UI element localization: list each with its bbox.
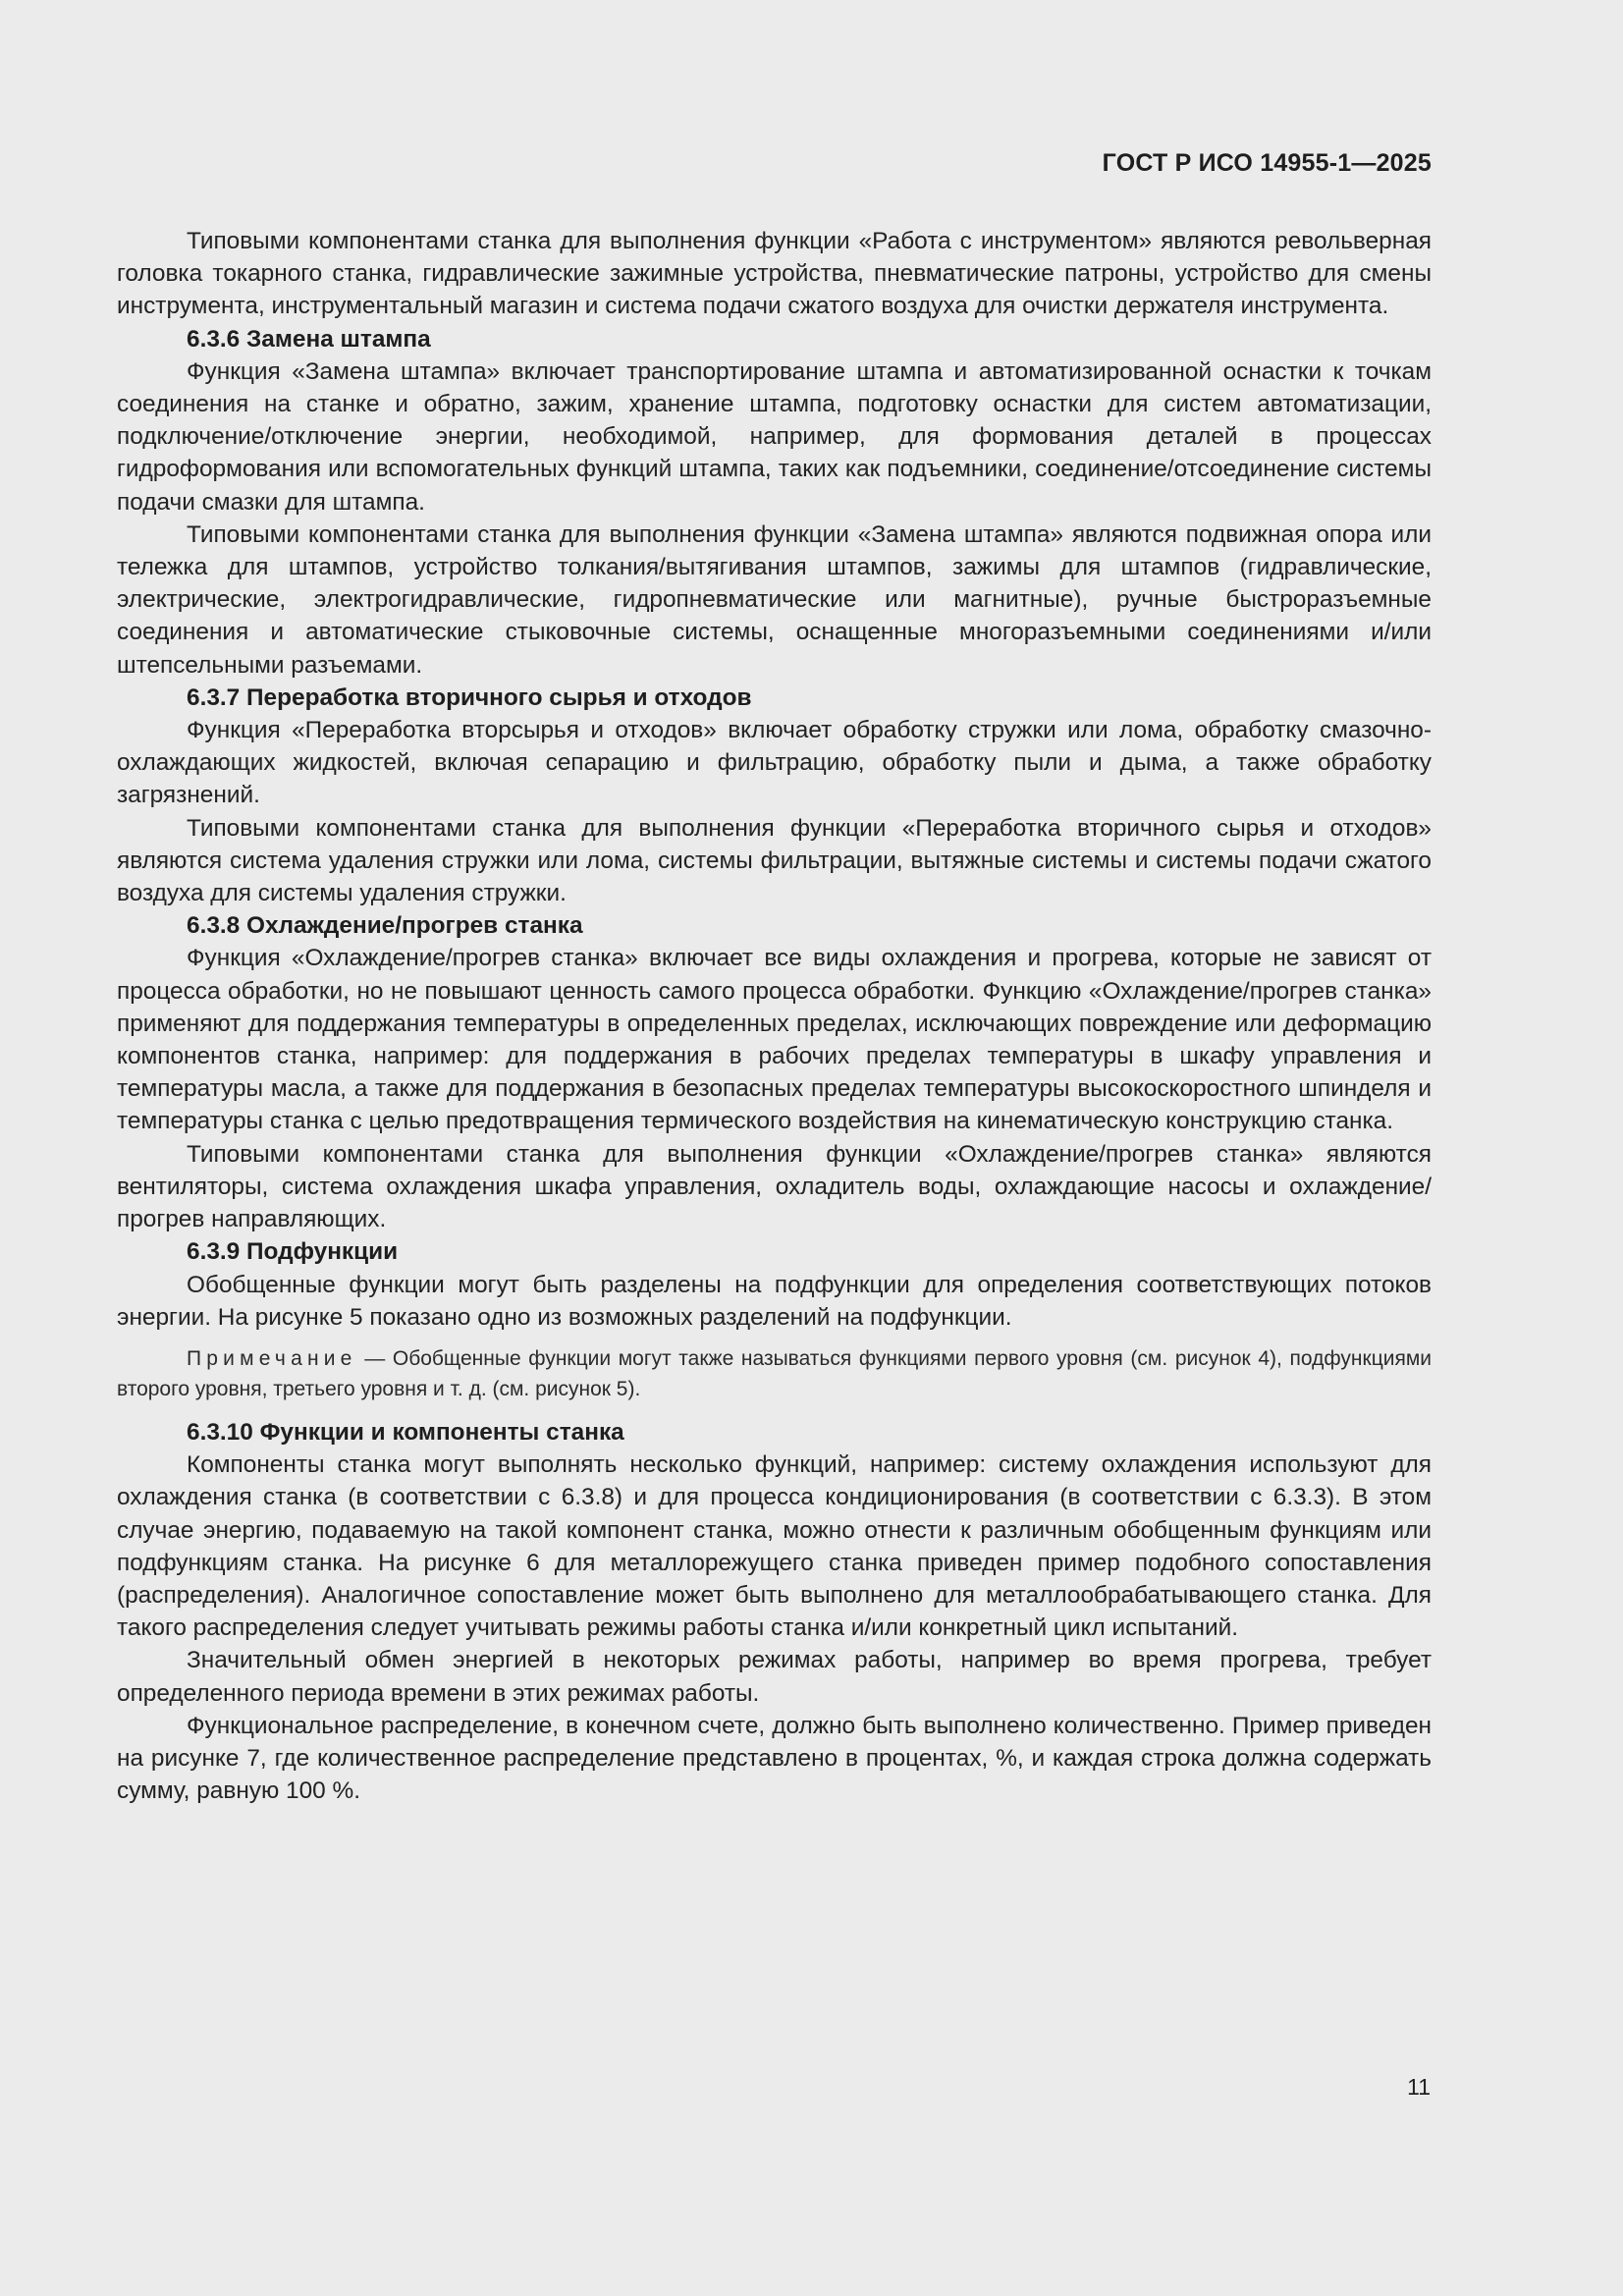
paragraph-cooling-components: Типовыми компонентами станка для выполнения функции «Охлаждение/прогрев станка» являются вентиляторы, система охлаждения шкафа управления, охладитель воды, охлаждающие насосы и охлаждение/прогрев направляющих. [117,1140,1432,1233]
paragraph-cooling-function: Функция «Охлаждение/прогрев станка» включает все виды охлаждения и прогрева, которые не зависят от процесса обработки, но не повышают ценность самого процесса обработки. Функцию «Охлаждение/прогрев станка» применяют для поддержания температуры в определенных пределах, исключающих повреждение или деформацию компонентов станка, например: для поддержания в рабочих пределах температуры в шкафу управления и температуры масла, а также для поддержания в безопасных пределах температуры высокоскоростного шпинделя и температуры станка с целью предотвращения термического воздействия на кинематическую конструкцию станка. [117,945,1432,1135]
paragraph-functional-distribution: Функциональное распределение, в конечном счете, должно быть выполнено количественно. Пример приведен на рисунке 7, где количественное распределение представлено в процентах, %, и каждая строка должна содержать сумму, равную 100 %. [117,1712,1432,1805]
note-label: Примечание [187,1346,357,1370]
section-heading-6-3-9: 6.3.9 Подфункции [187,1238,399,1266]
note-paragraph [117,1343,1432,1404]
page-number: 11 [1407,2074,1431,2100]
document-code-header: ГОСТ Р ИСО 14955-1—2025 [1102,149,1432,177]
paragraph-die-change-function: Функция «Замена штампа» включает транспортирование штампа и автоматизированной оснастки к точкам соединения на станке и обратно, зажим, хранение штампа, подготовку оснастки для систем автоматизации, подключение/отключение энергии, необходимой, например, для формования деталей в процессах гидроформования или вспомогательных функций штампа, таких как подъемники, соединение/отсоединение системы подачи смазки для штампа. [117,357,1432,516]
note-text: — Обобщенные функции могут также называться функциями первого уровня (см. рисунок 4), подфункциями второго уровня, третьего уровня и т. д. (см. рисунок 5). [117,1346,1432,1400]
paragraph-components-multiple-functions: Компоненты станка могут выполнять несколько функций, например: систему охлаждения используют для охлаждения станка (в соответствии с 6.3.8) и для процесса кондиционирования (в соответствии с 6.3.3). В этом случае энергию, подаваемую на такой компонент станка, можно отнести к различным обобщенным функциям или подфункциям станка. На рисунке 6 для металлорежущего станка приведен пример подобного сопоставления (распределения). Аналогичное сопоставление может быть выполнено для металлообрабатывающего станка. Для такого распределения следует учитывать режимы работы станка и/или конкретный цикл испытаний. [117,1451,1432,1642]
section-heading-6-3-7: 6.3.7 Переработка вторичного сырья и отходов [187,683,752,711]
paragraph-tool-handling-components: Типовыми компонентами станка для выполнения функции «Работа с инструментом» являются револьверная головка токарного станка, гидравлические зажимные устройства, пневматические патроны, устройство для смены инструмента, инструментальный магазин и система подачи сжатого воздуха для очистки держателя инструмента. [117,228,1432,320]
paragraph-recycling-components: Типовыми компонентами станка для выполнения функции «Переработка вторичного сырья и отходов» являются система удаления стружки или лома, системы фильтрации, вытяжные системы и системы подачи сжатого воздуха для системы удаления стружки. [117,814,1432,907]
document-body [117,225,1432,1807]
paragraph-energy-exchange: Значительный обмен энергией в некоторых режимах работы, например во время прогрева, требует определенного периода времени в этих режимах работы. [117,1647,1432,1707]
paragraph-die-change-components: Типовыми компонентами станка для выполнения функции «Замена штампа» являются подвижная опора или тележка для штампов, устройство толкания/вытягивания штампов, зажимы для штампов (гидравлические, электрические, электрогидравлические, гидропневматические или магнитные), ручные быстроразъемные соединения и автоматические стыковочные системы, оснащенные многоразъемными соединениями и/или штепсельными разъемами. [117,520,1432,679]
section-heading-6-3-6: 6.3.6 Замена штампа [187,325,431,353]
section-heading-6-3-8: 6.3.8 Охлаждение/прогрев станка [187,912,583,940]
paragraph-recycling-function: Функция «Переработка вторсырья и отходов» включает обработку стружки или лома, обработку смазочно-охлаждающих жидкостей, включая сепарацию и фильтрацию, обработку пыли и дыма, а также обработку загрязнений. [117,717,1432,809]
paragraph-subfunctions: Обобщенные функции могут быть разделены на подфункции для определения соответствующих потоков энергии. На рисунке 5 показано одно из возможных разделений на подфункции. [117,1271,1432,1331]
section-heading-6-3-10: 6.3.10 Функции и компоненты станка [187,1418,624,1446]
